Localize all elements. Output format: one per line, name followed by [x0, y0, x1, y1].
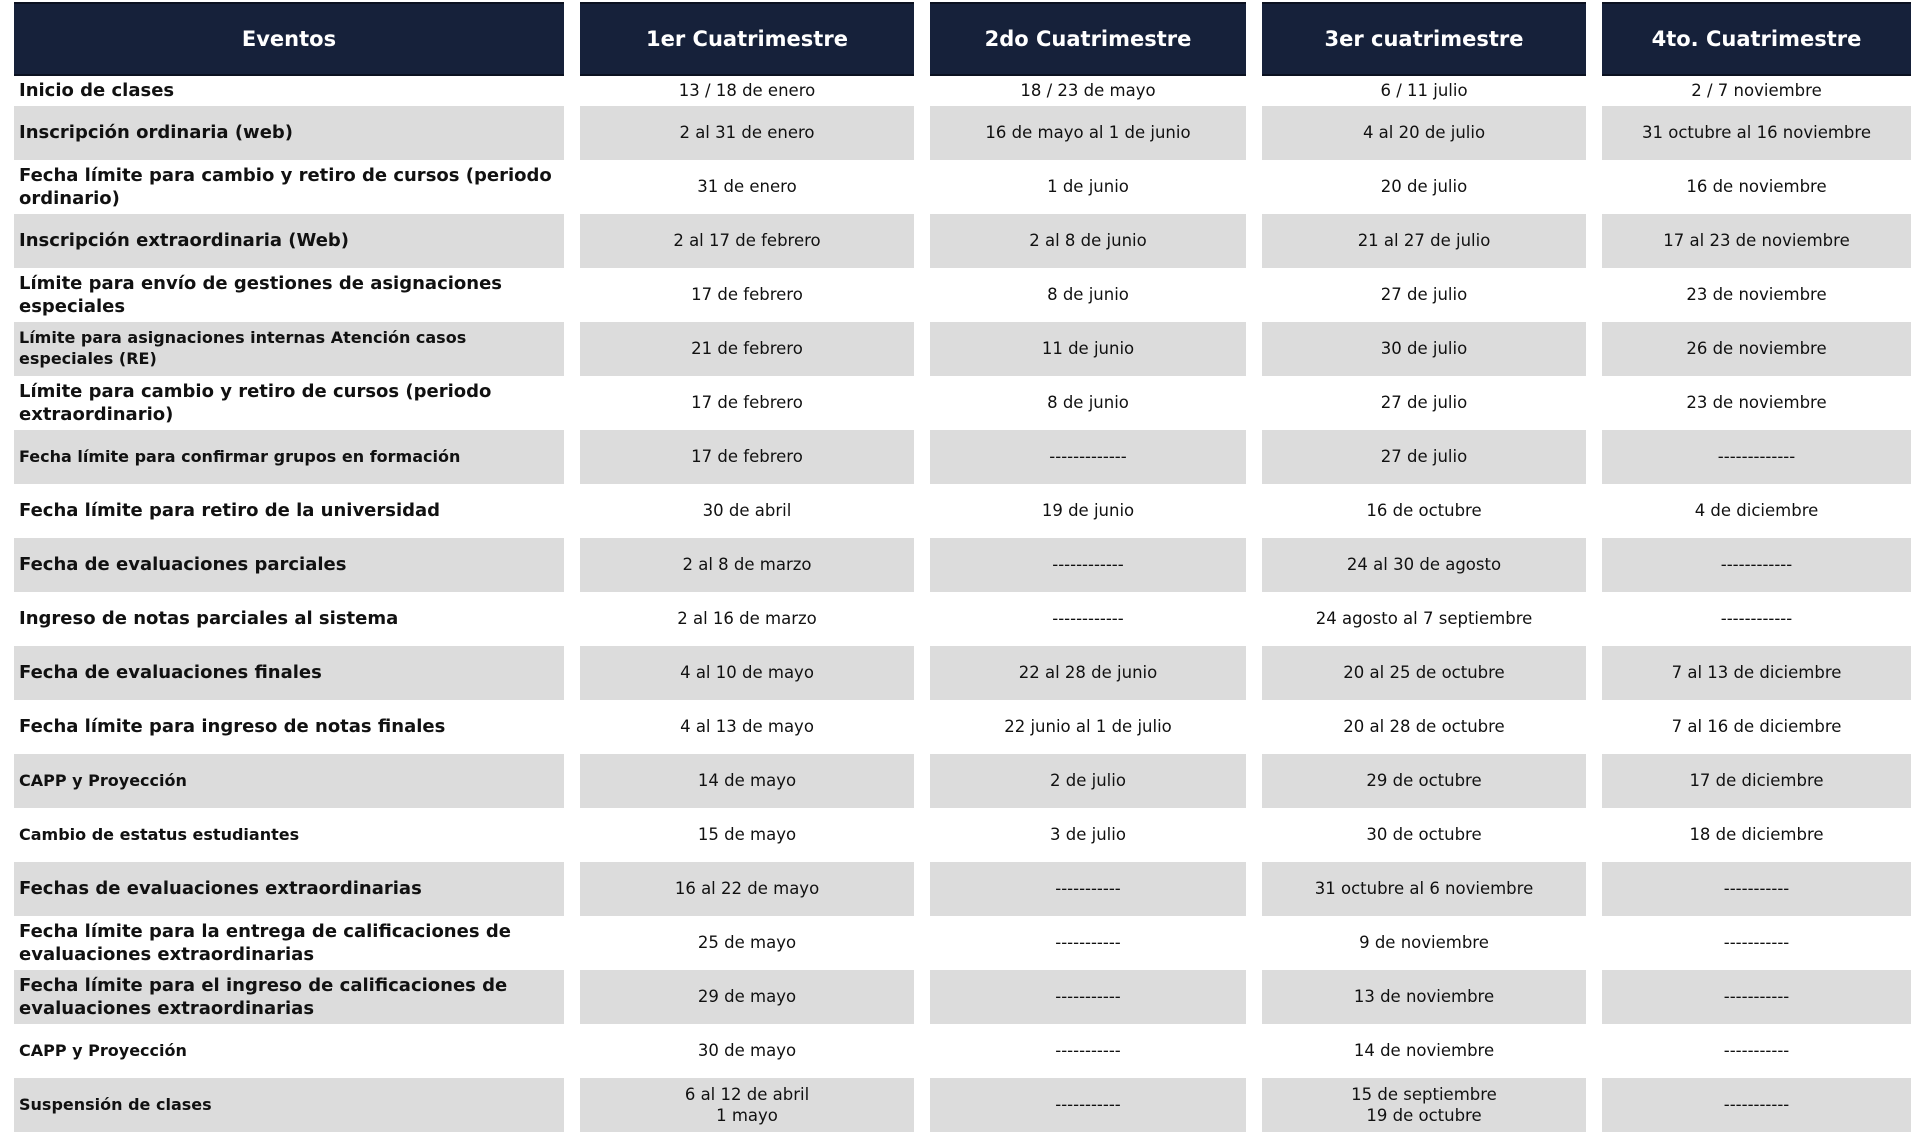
cuatrimestre-4-cell: 4 de diciembre: [1694, 501, 1819, 521]
cuatrimestre-3-cell: 21 al 27 de julio: [1262, 214, 1586, 268]
cuatrimestre-3-cell: 15 de septiembre 19 de octubre: [1262, 1078, 1586, 1132]
cuatrimestre-3-cell: 30 de julio: [1262, 322, 1586, 376]
event-cell: Inscripción ordinaria (web): [14, 106, 564, 160]
cuatrimestre-1-cell: 2 al 17 de febrero: [580, 214, 914, 268]
cuatrimestre-4-cell: 16 de noviembre: [1686, 177, 1827, 197]
cuatrimestre-1-cell: 31 de enero: [697, 177, 797, 197]
cuatrimestre-3-cell: 20 al 28 de octubre: [1343, 717, 1505, 737]
cuatrimestre-4-cell: ------------: [1720, 609, 1793, 629]
cuatrimestre-2-cell: -----------: [930, 970, 1246, 1024]
cuatrimestre-1-cell: 15 de mayo: [697, 825, 797, 845]
cuatrimestre-4-cell: 7 al 13 de diciembre: [1602, 646, 1911, 700]
cuatrimestre-4-cell: ------------: [1602, 538, 1911, 592]
cuatrimestre-4-cell: -----------: [1602, 970, 1911, 1024]
cuatrimestre-2-cell: 8 de junio: [1047, 393, 1129, 413]
cuatrimestre-1-cell: 4 al 10 de mayo: [580, 646, 914, 700]
event-cell: Límite para envío de gestiones de asignaciones especiales: [19, 272, 503, 317]
event-cell: Ingreso de notas parciales al sistema: [19, 608, 399, 630]
event-cell: Suspensión de clases: [14, 1078, 564, 1132]
event-cell: Cambio de estatus estudiantes: [19, 824, 300, 844]
cuatrimestre-3-cell: 13 de noviembre: [1262, 970, 1586, 1024]
cuatrimestre-3-cell: 9 de noviembre: [1359, 933, 1489, 953]
cuatrimestre-2-cell: 2 de julio: [930, 754, 1246, 808]
event-cell: CAPP y Proyección: [14, 754, 564, 808]
event-cell: Fechas de evaluaciones extraordinarias: [14, 862, 564, 916]
cuatrimestre-1-cell: 14 de mayo: [580, 754, 914, 808]
cuatrimestre-4-cell: 17 de diciembre: [1602, 754, 1911, 808]
cuatrimestre-4-cell: -----------: [1723, 933, 1790, 953]
event-cell: Inicio de clases: [19, 80, 175, 102]
event-cell: Fecha límite para cambio y retiro de cursos (periodo ordinario): [19, 164, 552, 209]
cuatrimestre-4-cell: 17 al 23 de noviembre: [1602, 214, 1911, 268]
cuatrimestre-3-cell: 30 de octubre: [1366, 825, 1482, 845]
event-cell: Fecha de evaluaciones parciales: [14, 538, 564, 592]
cuatrimestre-1-cell: 2 al 8 de marzo: [580, 538, 914, 592]
cuatrimestre-1-cell: 25 de mayo: [697, 933, 797, 953]
event-cell: Inscripción extraordinaria (Web): [14, 214, 564, 268]
cuatrimestre-4-cell: 31 octubre al 16 noviembre: [1602, 106, 1911, 160]
event-cell: Fecha límite para ingreso de notas finales: [19, 716, 446, 738]
cuatrimestre-1-cell: 16 al 22 de mayo: [580, 862, 914, 916]
cuatrimestre-1-cell: 29 de mayo: [580, 970, 914, 1024]
event-cell: Fecha límite para el ingreso de calificaciones de evaluaciones extraordinarias: [14, 970, 564, 1024]
cuatrimestre-3-cell: 29 de octubre: [1262, 754, 1586, 808]
cuatrimestre-2-cell: 3 de julio: [1050, 825, 1126, 845]
cuatrimestre-2-cell: ------------: [930, 538, 1246, 592]
cuatrimestre-2-cell: -------------: [930, 430, 1246, 484]
cuatrimestre-4-cell: 7 al 16 de diciembre: [1671, 717, 1842, 737]
cuatrimestre-3-cell: 31 octubre al 6 noviembre: [1262, 862, 1586, 916]
event-cell: Límite para asignaciones internas Atención casos especiales (RE): [14, 322, 564, 376]
cuatrimestre-4-cell: 2 / 7 noviembre: [1691, 81, 1822, 101]
cuatrimestre-1-cell: 21 de febrero: [580, 322, 914, 376]
cuatrimestre-1-cell: 2 al 16 de marzo: [677, 609, 817, 629]
cuatrimestre-2-cell: -----------: [930, 862, 1246, 916]
cuatrimestre-2-cell: ------------: [1052, 609, 1124, 629]
cuatrimestre-2-cell: 11 de junio: [930, 322, 1246, 376]
event-cell: Fecha de evaluaciones finales: [14, 646, 564, 700]
cuatrimestre-2-cell: -----------: [1055, 933, 1121, 953]
cuatrimestre-3-cell: 27 de julio: [1380, 393, 1468, 413]
cuatrimestre-1-cell: 13 / 18 de enero: [678, 81, 816, 101]
cuatrimestre-2-cell: -----------: [1055, 1041, 1121, 1061]
header-eventos: Eventos: [14, 2, 564, 76]
cuatrimestre-4-cell: 18 de diciembre: [1689, 825, 1824, 845]
cuatrimestre-3-cell: 20 al 25 de octubre: [1262, 646, 1586, 700]
cuatrimestre-3-cell: 24 agosto al 7 septiembre: [1315, 609, 1533, 629]
cuatrimestre-1-cell: 2 al 31 de enero: [580, 106, 914, 160]
event-cell: Fecha límite para la entrega de calificaciones de evaluaciones extraordinarias: [19, 920, 511, 965]
cuatrimestre-1-cell: 4 al 13 de mayo: [680, 717, 814, 737]
calendar-grid: [14, 2, 1914, 1132]
cuatrimestre-2-cell: 19 de junio: [1041, 501, 1135, 521]
cuatrimestre-2-cell: -----------: [930, 1078, 1246, 1132]
header-1er-cuatrimestre: 1er Cuatrimestre: [580, 2, 914, 76]
cuatrimestre-4-cell: 26 de noviembre: [1602, 322, 1911, 376]
cuatrimestre-2-cell: 1 de junio: [1047, 177, 1129, 197]
academic-calendar-table: [14, 2, 1914, 1132]
header-4to-cuatrimestre: 4to. Cuatrimestre: [1602, 2, 1911, 76]
cuatrimestre-3-cell: 27 de julio: [1380, 285, 1468, 305]
cuatrimestre-2-cell: 2 al 8 de junio: [930, 214, 1246, 268]
cuatrimestre-2-cell: 18 / 23 de mayo: [1020, 81, 1156, 101]
cuatrimestre-1-cell: 17 de febrero: [580, 430, 914, 484]
cuatrimestre-2-cell: 16 de mayo al 1 de junio: [930, 106, 1246, 160]
cuatrimestre-3-cell: 4 al 20 de julio: [1262, 106, 1586, 160]
cuatrimestre-3-cell: 6 / 11 julio: [1380, 81, 1468, 101]
event-cell: CAPP y Proyección: [19, 1040, 187, 1060]
cuatrimestre-1-cell: 17 de febrero: [691, 393, 803, 413]
cuatrimestre-3-cell: 14 de noviembre: [1353, 1041, 1495, 1061]
cuatrimestre-4-cell: -------------: [1602, 430, 1911, 484]
header-2do-cuatrimestre: 2do Cuatrimestre: [930, 2, 1246, 76]
cuatrimestre-4-cell: -----------: [1602, 1078, 1911, 1132]
cuatrimestre-1-cell: 6 al 12 de abril 1 mayo: [580, 1078, 914, 1132]
event-cell: Límite para cambio y retiro de cursos (periodo extraordinario): [19, 380, 492, 425]
cuatrimestre-3-cell: 20 de julio: [1380, 177, 1468, 197]
event-cell: Fecha límite para confirmar grupos en formación: [14, 430, 564, 484]
cuatrimestre-1-cell: 30 de abril: [702, 501, 792, 521]
cuatrimestre-3-cell: 16 de octubre: [1366, 501, 1482, 521]
cuatrimestre-1-cell: 17 de febrero: [691, 285, 803, 305]
cuatrimestre-2-cell: 22 al 28 de junio: [930, 646, 1246, 700]
cuatrimestre-3-cell: 27 de julio: [1262, 430, 1586, 484]
cuatrimestre-4-cell: -----------: [1723, 1041, 1790, 1061]
cuatrimestre-4-cell: -----------: [1602, 862, 1911, 916]
cuatrimestre-3-cell: 24 al 30 de agosto: [1262, 538, 1586, 592]
event-cell: Fecha límite para retiro de la universidad: [19, 500, 441, 522]
cuatrimestre-2-cell: 22 junio al 1 de julio: [1004, 717, 1172, 737]
cuatrimestre-4-cell: 23 de noviembre: [1686, 285, 1827, 305]
header-3er-cuatrimestre: 3er cuatrimestre: [1262, 2, 1586, 76]
cuatrimestre-1-cell: 30 de mayo: [697, 1041, 797, 1061]
cuatrimestre-4-cell: 23 de noviembre: [1686, 393, 1827, 413]
cuatrimestre-2-cell: 8 de junio: [1047, 285, 1129, 305]
